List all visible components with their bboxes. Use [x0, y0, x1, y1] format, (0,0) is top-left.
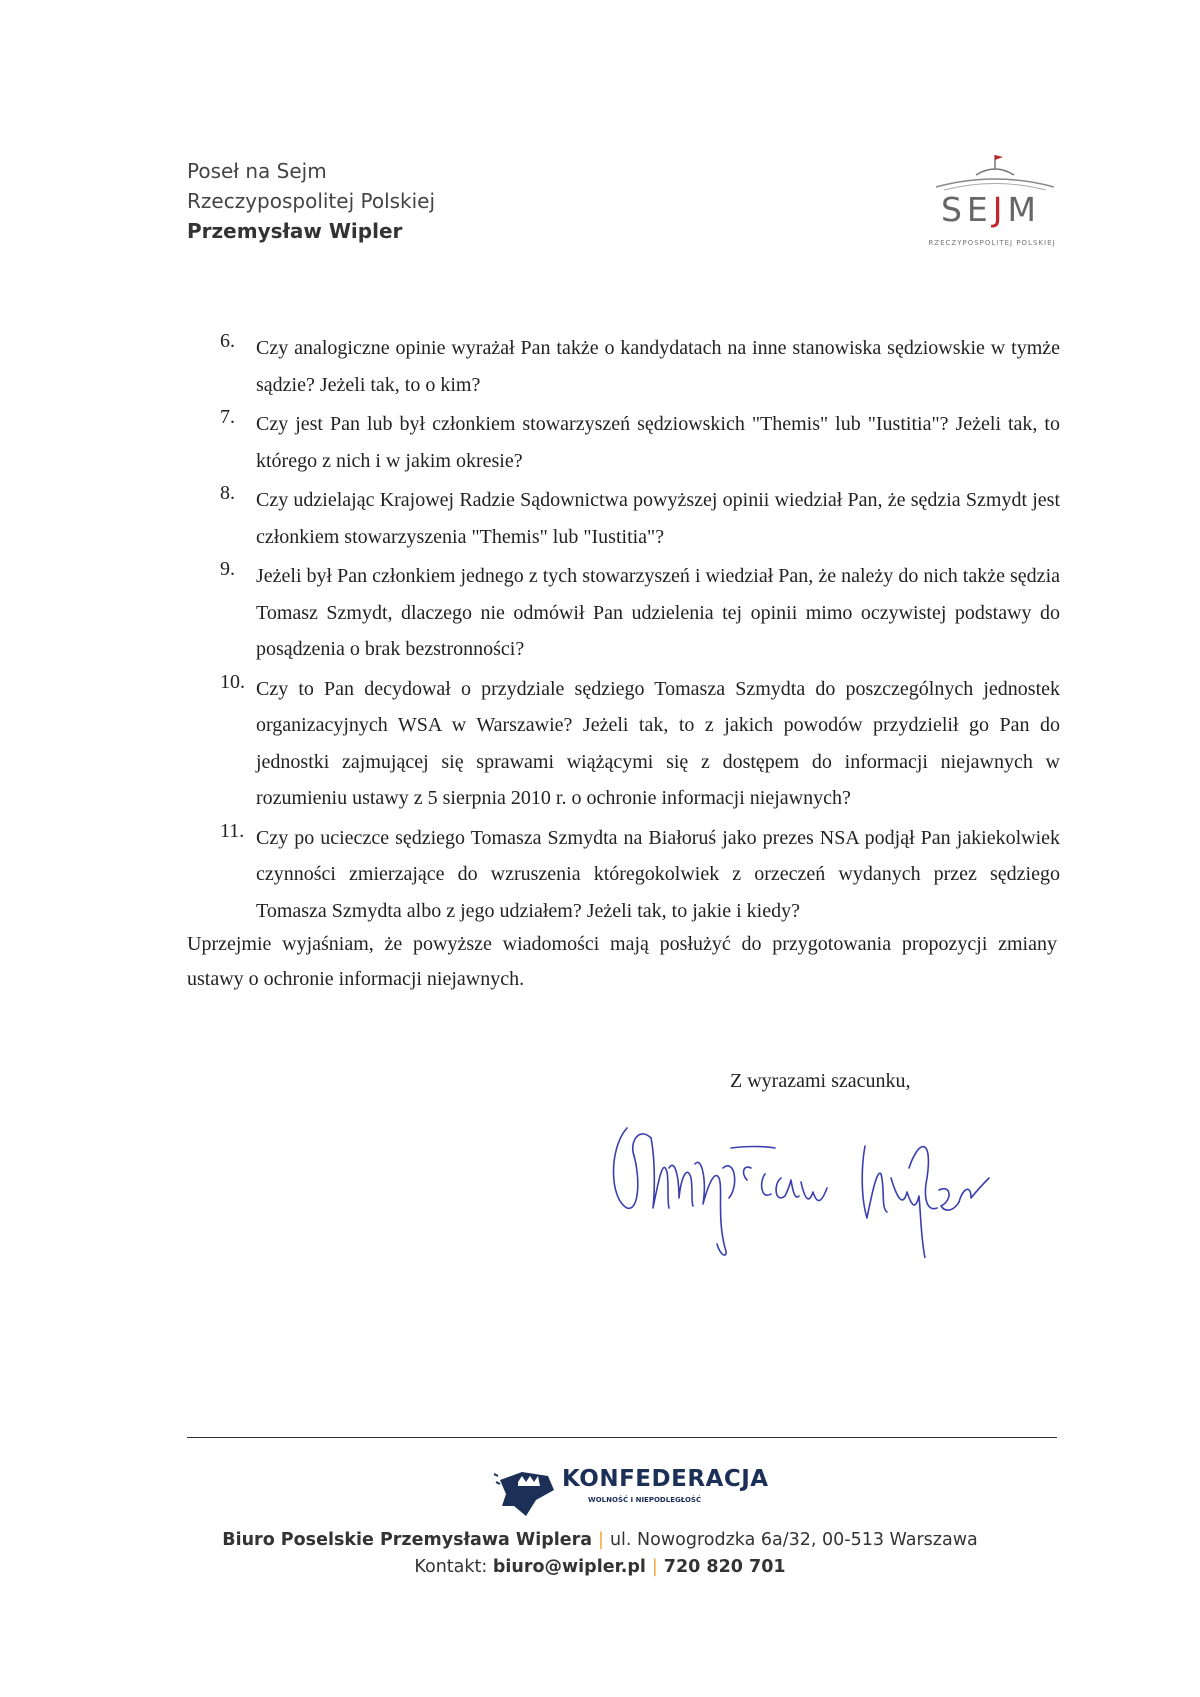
sejm-subtitle: RZECZYPOSPOLITEJ POLSKIEJ [928, 239, 1056, 247]
question-text: Czy jest Pan lub był członkiem stowarzyszeń sędziowskich "Themis" lub "Iustitia"? Jeżeli tak, to którego z nich i w jakim okresie? [256, 413, 1060, 472]
question-number: 6. [220, 330, 235, 352]
question-item [220, 406, 1060, 479]
konfederacja-emblem-icon [492, 1460, 558, 1520]
sejm-wordmark-right: M [1007, 190, 1042, 229]
question-text: Czy po ucieczce sędziego Tomasza Szmydta na Białoruś jako prezes NSA podjął Pan jakiekolwiek czynności zmierzające do wzruszenia któregokolwiek z orzeczeń wydanych przez sędziego Tomasza Szmydta albo z jego udziałem? Jeżeli tak, to jakie i kiedy? [256, 826, 1060, 922]
sejm-emblem-icon [926, 153, 1066, 193]
question-list [220, 330, 1060, 932]
sejm-wordmark-j: J [992, 190, 1008, 229]
sender-title: Poseł na Sejm [187, 159, 327, 183]
question-text: Jeżeli był Pan członkiem jednego z tych stowarzyszeń i wiedział Pan, że należy do nich także sędzia Tomasz Szmydt, dlaczego nie odmówił Pan udzielenia tej opinii mimo oczywistej podstawy do posądzenia o brak bezstronności? [256, 565, 1060, 660]
question-item [220, 482, 1060, 555]
contact-email: biuro@wipler.pl [492, 1557, 646, 1577]
party-name: KONFEDERACJA [562, 1466, 769, 1492]
footer-separator: | [598, 1530, 604, 1550]
question-item [220, 820, 1060, 930]
contact-line [0, 1557, 1200, 1577]
question-text: Czy analogiczne opinie wyrażał Pan także o kandydatach na inne stanowiska sędziowskie w tymże sądzie? Jeżeli tak, to o kim? [256, 337, 1060, 396]
closing-paragraph: Uprzejmie wyjaśniam, że powyższe wiadomości mają posłużyć do przygotowania propozycji zmiany ustawy o ochronie informacji niejawnych. [187, 933, 1057, 990]
question-number: 11. [220, 819, 245, 842]
sejm-wordmark [926, 190, 1056, 229]
sender-block [187, 156, 435, 246]
regards-line: Z wyrazami szacunku, [730, 1070, 911, 1092]
question-number: 10. [220, 670, 245, 693]
contact-label: Kontakt: [414, 1557, 488, 1577]
sejm-wordmark-left: SE [940, 190, 993, 229]
question-item [220, 671, 1060, 817]
sender-name: Przemysław Wipler [187, 219, 403, 243]
party-motto: WOLNOŚĆ I NIEPODLEGŁOŚĆ [588, 1496, 702, 1504]
office-address: ul. Nowogrodzka 6a/32, 00-513 Warszawa [609, 1530, 978, 1550]
question-item [220, 330, 1060, 403]
question-number: 7. [220, 406, 235, 428]
question-text: Czy udzielając Krajowej Radzie Sądownictwa powyższej opinii wiedział Pan, że sędzia Szmydt jest członkiem stowarzyszenia "Themis" lub "Iustitia"? [256, 489, 1060, 548]
contact-phone: 720 820 701 [663, 1557, 786, 1577]
handwritten-signature [605, 1108, 1065, 1258]
question-text: Czy to Pan decydował o przydziale sędziego Tomasza Szmydta do poszczególnych jednostek organizacyjnych WSA w Warszawie? Jeżeli tak, to z jakich powodów przydzielił go Pan do jednostki zajmującej się sprawami wiążącymi się z dostępem do informacji niejawnych w rozumieniu ustawy z 5 sierpnia 2010 r. o ochronie informacji niejawnych? [256, 677, 1060, 809]
sejm-logo [926, 153, 1066, 253]
sender-country: Rzeczypospolitej Polskiej [187, 189, 436, 213]
office-address-line [0, 1530, 1200, 1550]
konfederacja-logo [492, 1460, 769, 1520]
question-item [220, 558, 1060, 668]
footer-divider [187, 1437, 1057, 1438]
question-number: 8. [220, 482, 235, 504]
office-name: Biuro Poselskie Przemysława Wiplera [222, 1530, 593, 1550]
question-number: 9. [220, 558, 235, 580]
footer-separator: | [651, 1557, 658, 1577]
